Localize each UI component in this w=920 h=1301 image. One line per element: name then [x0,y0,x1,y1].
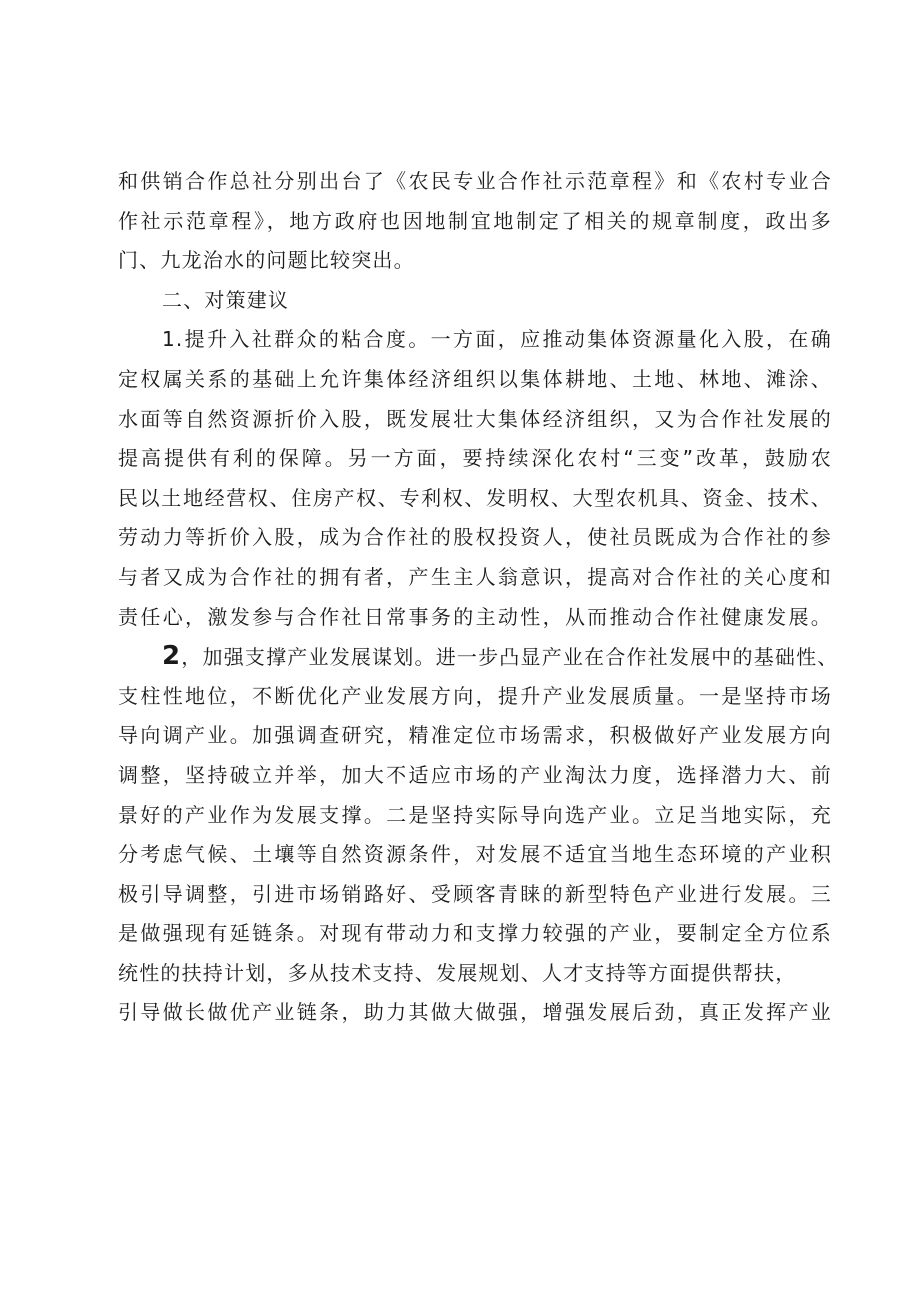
text-line: 定权属关系的基础上允许集体经济组织以集体耕地、土地、林地、滩涂、 [118,366,832,391]
text-line: 分考虑气候、土壤等自然资源条件，对发展不适宜当地生态环境的产业积 [118,842,832,867]
text-line: 水面等自然资源折价入股，既发展壮大集体经济组织，又为合作社发展的 [118,406,832,431]
text-line: 景好的产业作为发展支撑。二是坚持实际导向选产业。立足当地实际，充 [118,802,832,827]
text-line: 民以土地经营权、住房产权、专利权、发明权、大型农机具、资金、技术、 [118,485,832,510]
section-heading: 二、对策建议 [162,287,290,312]
item-text: ，加强支撑产业发展谋划。进一步凸显产业在合作社发展中的基础性、 [181,645,839,670]
paragraph-first-line: 1.提升入社群众的粘合度。一方面，应推动集体资源量化入股，在确 [162,327,832,352]
text-line: 提高提供有利的保障。另一方面，要持续深化农村“三变”改革，鼓励农 [118,446,832,471]
text-line: 统性的扶持计划，多从技术支持、发展规划、人才支持等方面提供帮扶， [118,960,797,985]
text-line: 导向调产业。加强调查研究，精准定位市场需求，积极做好产业发展方向 [118,723,832,748]
text-line: 极引导调整，引进市场销路好、受顾客青睐的新型特色产业进行发展。三 [118,881,832,906]
text-line: 支柱性地位，不断优化产业发展方向，提升产业发展质量。一是坚持市场 [118,683,832,708]
text-line: 劳动力等折价入股，成为合作社的股权投资人，使社员既成为合作社的参 [118,525,832,550]
paragraph-first-line [118,637,839,677]
text-line: 是做强现有延链条。对现有带动力和支撑力较强的产业，要制定全方位系 [118,921,832,946]
text-line: 引导做长做优产业链条，助力其做大做强，增强发展后劲，真正发挥产业 [118,1000,832,1025]
text-line: 作社示范章程》，地方政府也因地制宜地制定了相关的规章制度，政出多 [118,208,832,233]
text-line: 和供销合作总社分别出台了《农民专业合作社示范章程》和《农村专业合 [118,169,832,193]
text-line: 调整，坚持破立并举，加大不适应市场的产业淘汰力度，选择潜力大、前 [118,762,832,787]
item-number: 2 [162,641,182,672]
text-line: 责任心，激发参与合作社日常事务的主动性，从而推动合作社健康发展。 [118,604,832,629]
text-line: 与者又成为合作社的拥有者，产生主人翁意识，提高对合作社的关心度和 [118,564,832,589]
body-text [118,162,839,1033]
text-line: 门、九龙治水的问题比较突出。 [118,248,415,273]
